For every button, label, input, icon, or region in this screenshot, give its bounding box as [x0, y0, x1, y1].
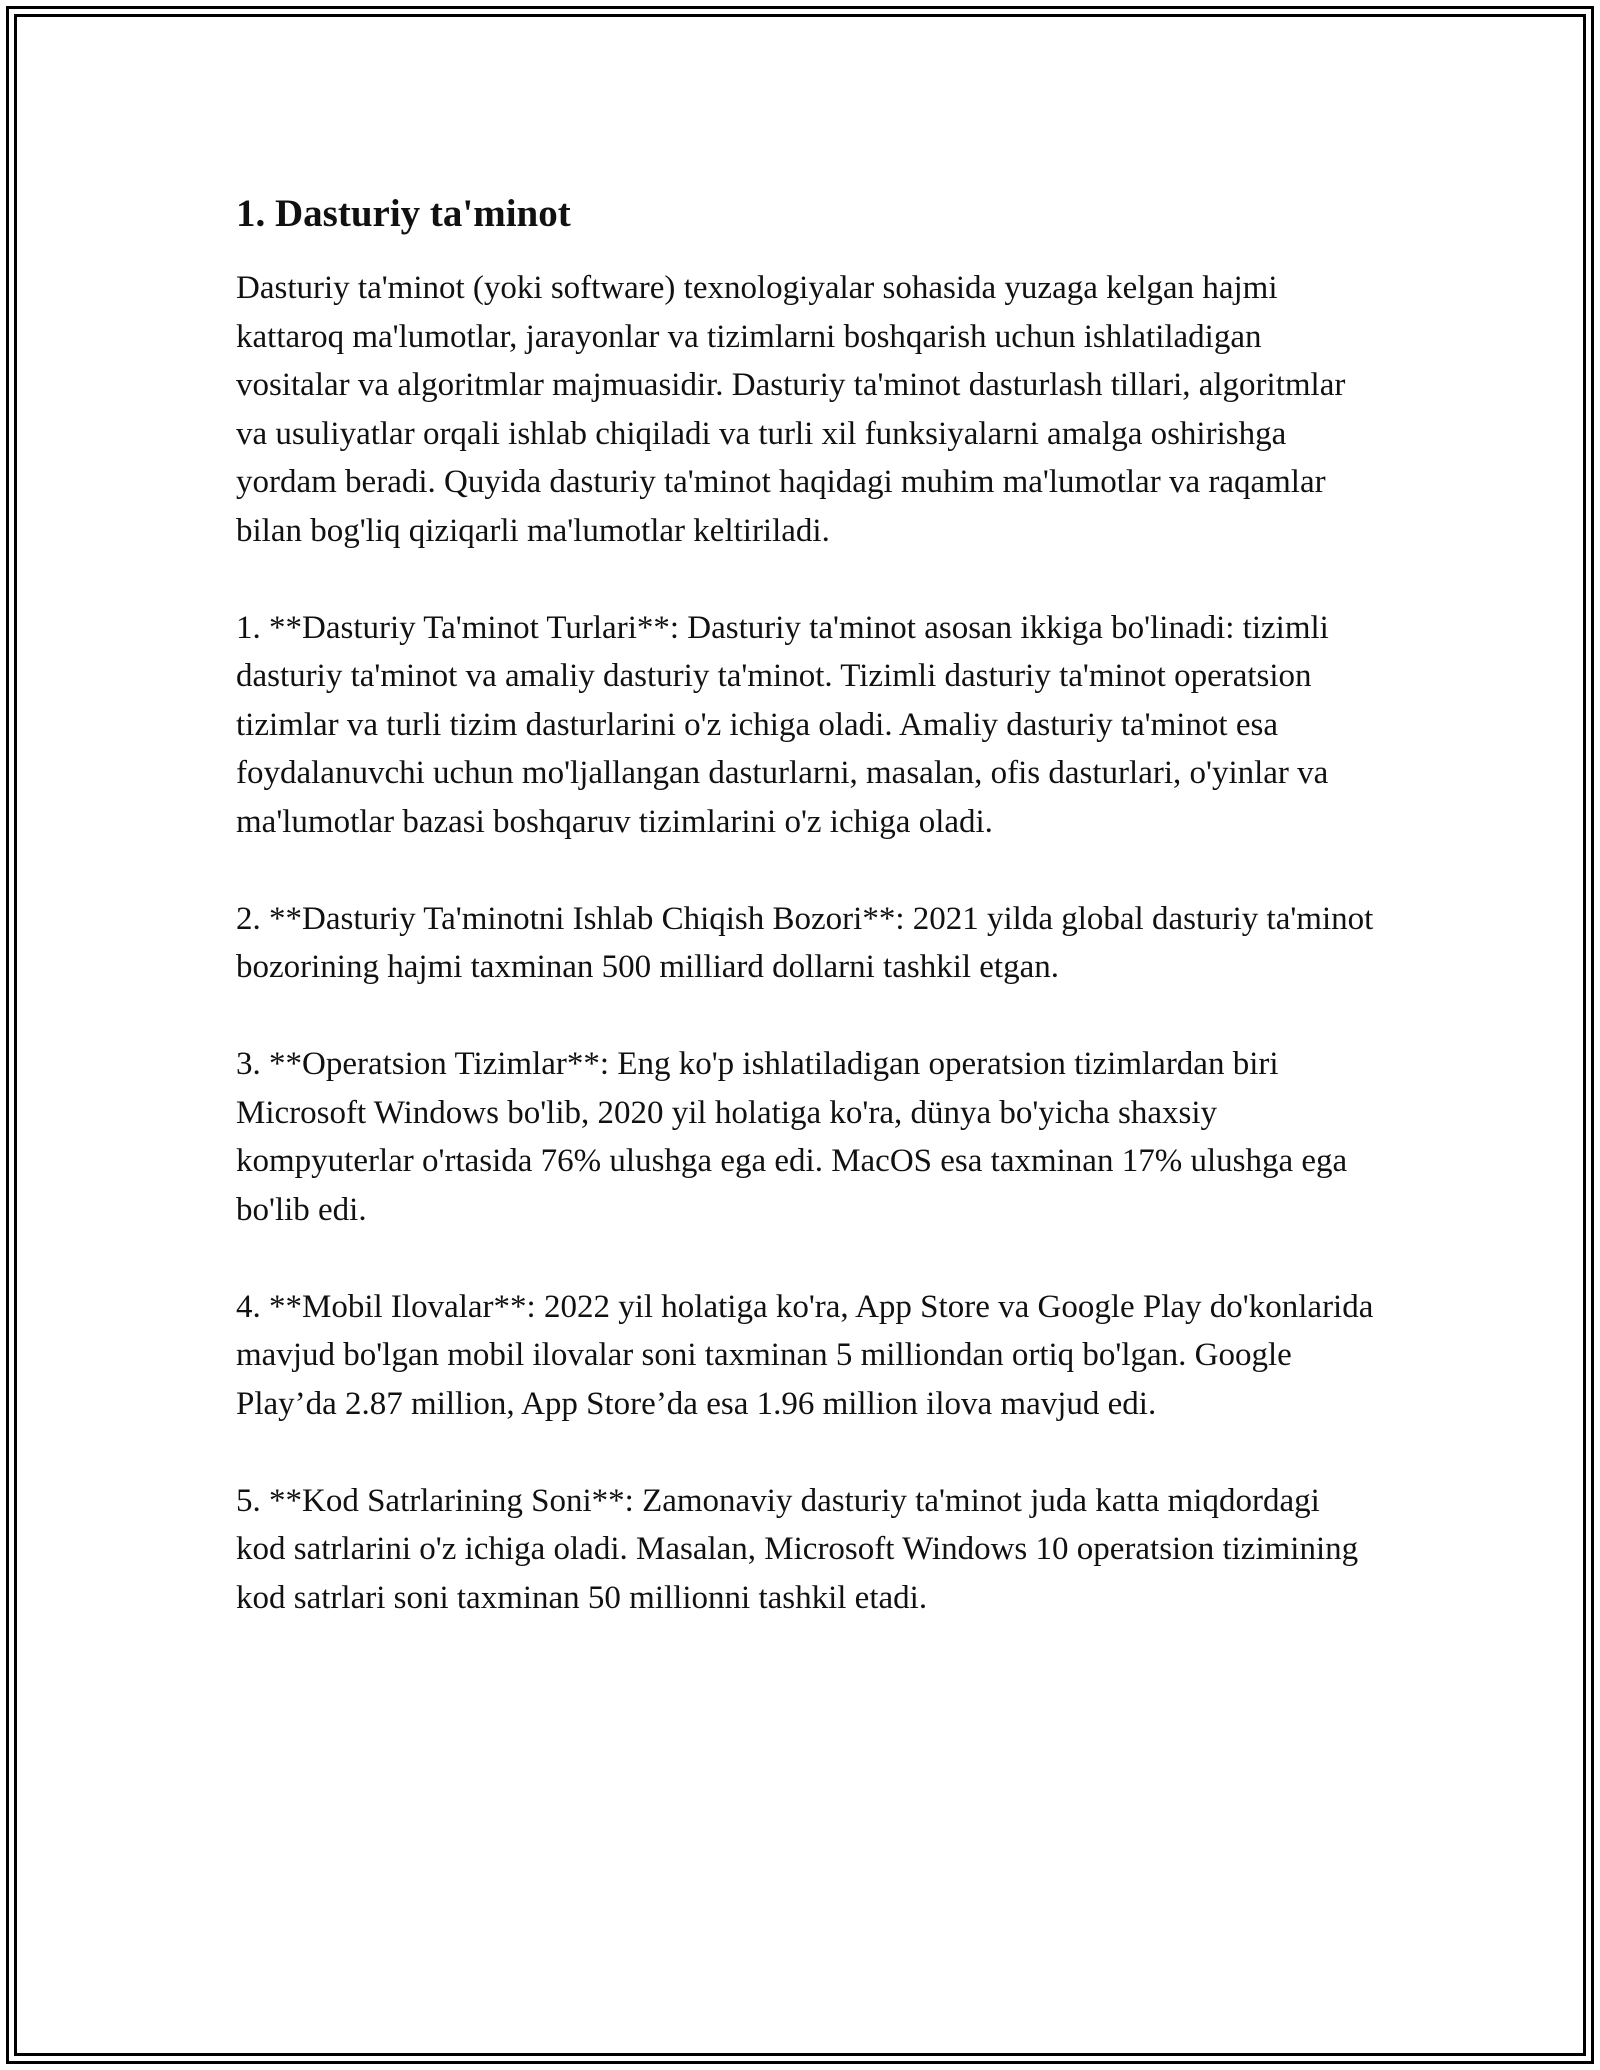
intro-paragraph: Dasturiy ta'minot (yoki software) texnologiyalar sohasida yuzaga kelgan hajmi kattaroq ma'lumotlar, jarayonlar va tizimlarni boshqarish uchun ishlatiladigan vositalar va algoritmlar majmuasidir. Dasturiy ta'minot dasturlash tillari, algoritmlar va usuliyatlar orqali ishlab chiqiladi va turli xil funksiyalarni amalga oshirishga yordam beradi. Quyida dasturiy ta'minot haqidagi muhim ma'lumotlar va raqamlar bilan bog'liq qiziqarli ma'lumotlar keltiriladi. [236, 270, 1346, 549]
document-title: 1. Dasturiy ta'minot [236, 192, 571, 235]
paragraph-code-lines: 5. **Kod Satrlarining Soni**: Zamonaviy dasturiy ta'minot juda katta miqdordagi kod satrlarini o'z ichiga oladi. Masalan, Microsoft Windows 10 operatsion tizimining kod satrlari soni taxminan 50 millionni tashkil etadi. [236, 1482, 1359, 1616]
paragraph-software-types: 1. **Dasturiy Ta'minot Turlari**: Dasturiy ta'minot asosan ikkiga bo'linadi: tizimli dasturiy ta'minot va amaliy dasturiy ta'minot. Tizimli dasturiy ta'minot operatsion tizimlar va turli tizim dasturlarini o'z ichiga oladi. Amaliy dasturiy ta'minot esa foydalanuvchi uchun mo'ljallangan dasturlarni, masalan, ofis dasturlari, o'yinlar va ma'lumotlar bazasi boshqaruv tizimlarini o'z ichiga oladi. [236, 609, 1329, 840]
paragraph-mobile-apps: 4. **Mobil Ilovalar**: 2022 yil holatiga ko'ra, App Store va Google Play do'konlarida mavjud bo'lgan mobil ilovalar soni taxminan 5 milliondan ortiq bo'lgan. Google Play’da 2.87 million, App Store’da esa 1.96 million ilova mavjud edi. [236, 1288, 1374, 1422]
document-body [236, 190, 1376, 1671]
paragraph-operating-systems: 3. **Operatsion Tizimlar**: Eng ko'p ishlatiladigan operatsion tizimlardan biri Microsoft Windows bo'lib, 2020 yil holatiga ko'ra, dünya bo'yicha shaxsiy kompyuterlar o'rtasida 76% ulushga ega edi. MacOS esa taxminan 17% ulushga ega bo'lib edi. [236, 1046, 1348, 1228]
paragraph-software-market: 2. **Dasturiy Ta'minotni Ishlab Chiqish Bozori**: 2021 yilda global dasturiy ta'minot bozorining hajmi taxminan 500 milliard dollarni tashkil etgan. [236, 900, 1374, 985]
